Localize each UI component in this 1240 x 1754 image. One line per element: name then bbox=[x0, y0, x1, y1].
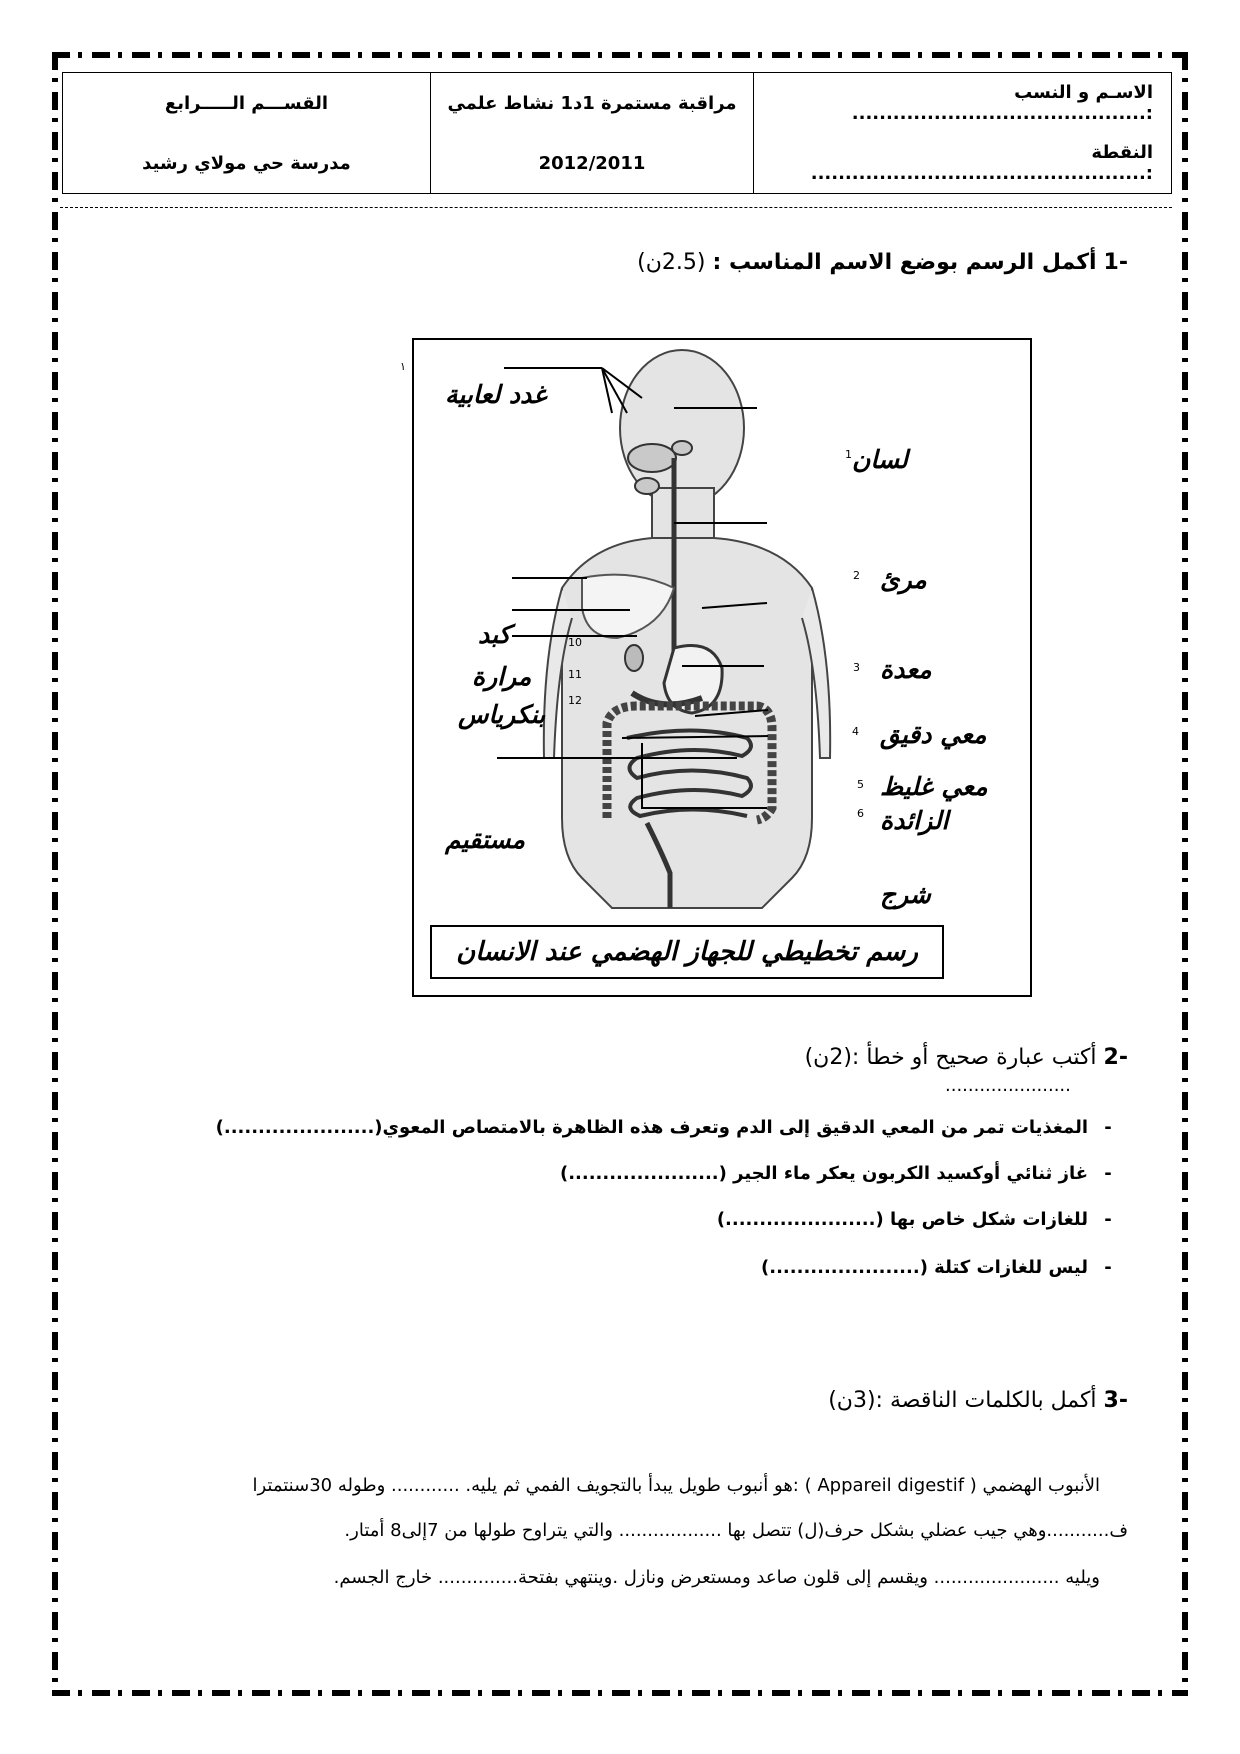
fig-num-3: 3 bbox=[853, 661, 860, 674]
lower-gland-shape bbox=[635, 478, 659, 494]
fig-num-mark: ١ bbox=[400, 360, 406, 373]
tf-bullet: - bbox=[1104, 1209, 1112, 1230]
fig-num-2: 2 bbox=[853, 569, 860, 582]
q3-number: -3 bbox=[1103, 1388, 1128, 1413]
q2-text: أكتب عبارة صحيح أو خطأ :(2ن) bbox=[804, 1045, 1097, 1070]
page-border-bottom bbox=[52, 1690, 1188, 1696]
label-rectum: مستقيم bbox=[445, 825, 526, 854]
label-stomach: معدة bbox=[880, 655, 932, 684]
fig-num-5: 5 bbox=[857, 778, 864, 791]
tf-bullet: - bbox=[1104, 1117, 1112, 1138]
header-separator bbox=[60, 207, 1172, 208]
school-name: مدرسة حي مولاي رشيد bbox=[142, 152, 351, 174]
tf-item-4 bbox=[761, 1257, 1128, 1278]
salivary-gland-shape bbox=[672, 441, 692, 455]
figure-caption: رسم تخطيطي للجهاز الهضمي عند الانسان bbox=[430, 925, 944, 979]
grade-field[interactable]: النقطة :................................................. bbox=[810, 142, 1153, 184]
tf-bullet: - bbox=[1104, 1257, 1112, 1278]
student-name-field[interactable]: الاسـم و النسب :........................................... bbox=[851, 82, 1153, 124]
fig-num-4: 4 bbox=[852, 725, 859, 738]
label-tongue: لسان bbox=[852, 445, 908, 474]
tf-statement[interactable]: ليس للغازات كتلة (......................) bbox=[761, 1257, 1088, 1278]
q1-number: -1 bbox=[1103, 250, 1128, 275]
q1-text: أكمل الرسم بوضع الاسم المناسب : bbox=[712, 250, 1097, 275]
q3-line-1[interactable]: الأنبوب الهضمي ( Appareil digestif ) :هو أنبوب طويل يبدأ بالتجويف الفمي ثم يليه. ............ وطوله 30سنتمترا bbox=[252, 1475, 1100, 1496]
tf-item-1 bbox=[216, 1117, 1128, 1138]
tf-item-3 bbox=[717, 1209, 1128, 1230]
label-salivary-glands: غدد لعابية bbox=[445, 380, 547, 409]
header-table bbox=[62, 72, 1172, 194]
label-pancreas: بنكرياس bbox=[458, 700, 546, 729]
fig-num-12: 12 bbox=[568, 694, 582, 707]
q1-heading bbox=[637, 250, 1128, 275]
label-anus: شرج bbox=[880, 880, 931, 909]
label-esophagus: مرئ bbox=[880, 565, 927, 594]
label-appendix: الزائدة bbox=[880, 806, 949, 835]
tf-statement[interactable]: للغازات شكل خاص بها (......................) bbox=[716, 1209, 1088, 1230]
header-exam-cell bbox=[431, 73, 754, 193]
header-class-cell bbox=[63, 73, 431, 193]
mouth-cavity-shape bbox=[628, 444, 676, 472]
label-gallbladder: مرارة bbox=[472, 662, 532, 691]
page-border-left bbox=[52, 52, 58, 1696]
label-liver: كبد bbox=[478, 620, 511, 649]
fig-num-11: 11 bbox=[568, 668, 582, 681]
tf-statement[interactable]: المغذيات تمر من المعي الدقيق إلى الدم وتعرف هذه الظاهرة بالامتصاص المعوي(......................) bbox=[215, 1117, 1088, 1138]
q3-heading bbox=[828, 1388, 1128, 1413]
exam-title: مراقبة مستمرة 1د1 نشاط علمي bbox=[447, 92, 737, 114]
tf-statement[interactable]: غاز ثنائي أوكسيد الكربون يعكر ماء الجير (......................) bbox=[559, 1163, 1088, 1184]
gallbladder-shape bbox=[625, 645, 643, 671]
fig-num-1: 1 bbox=[845, 448, 852, 461]
leader-gland-b bbox=[602, 368, 627, 413]
tf-bullet: - bbox=[1104, 1163, 1112, 1184]
q2-heading bbox=[805, 1045, 1128, 1070]
q1-points: (2.5ن) bbox=[637, 250, 706, 275]
label-small-intestine: معي دقيق bbox=[880, 720, 987, 749]
q3-line-2[interactable]: ف...........وهي جيب عضلي بشكل حرف(ل) تتصل بها .................. والتي يتراوح طولها من 7إلى8 أمتار. bbox=[344, 1520, 1128, 1541]
fig-num-6: 6 bbox=[857, 807, 864, 820]
q3-text: أكمل بالكلمات الناقصة :(3ن) bbox=[828, 1388, 1097, 1413]
class-label: القســـم الـــــرابع bbox=[164, 92, 329, 114]
header-student-cell bbox=[754, 73, 1171, 193]
q3-line-3[interactable]: ويليه ...................... ويقسم إلى قلون صاعد ومستعرض ونازل .وينتهي بفتحة.............. خارج الجسم. bbox=[333, 1567, 1100, 1588]
page-border-top bbox=[52, 52, 1188, 58]
fig-num-10: 10 bbox=[568, 636, 582, 649]
page-border-right bbox=[1182, 52, 1188, 1696]
tf-item-2 bbox=[560, 1163, 1128, 1184]
q2-number: -2 bbox=[1103, 1045, 1128, 1070]
school-year: 2012/2011 bbox=[538, 152, 646, 174]
q2-dots: ...................... bbox=[945, 1075, 1071, 1096]
label-large-intestine: معي غليظ bbox=[880, 772, 988, 801]
